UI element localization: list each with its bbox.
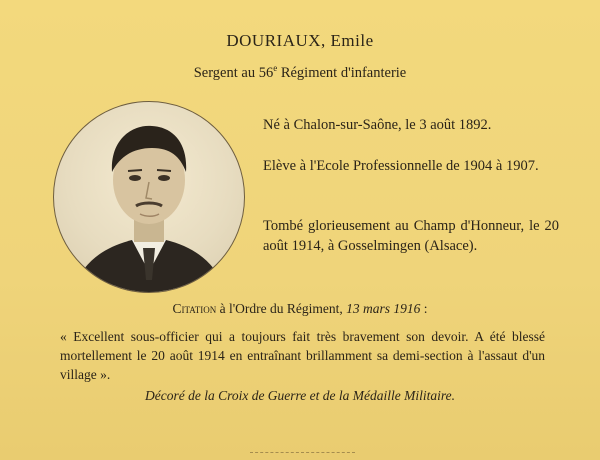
rank-prefix: Sergent au 56 [193,64,274,81]
rank-suffix: Régiment d'infanterie [277,64,407,81]
citation-heading-rest: à l'Ordre du Régiment, [216,301,347,316]
soldier-name-text: DOURIAUX, Emile [226,31,374,50]
death-text: Tombé glorieusement au Champ d'Honneur, le 20 août 1914, à Gosselmingen (Alsace). [263,218,559,254]
portrait-photo [53,101,245,293]
decoration-text: Décoré de la Croix de Guerre et de la Médaille Militaire. [144,388,456,403]
education-text: Elève à l'Ecole Professionnelle de 1904 à 1907. [263,158,539,174]
citation-quote: « Excellent sous-officier qui a toujours fait très bravement son devoir. A été blessé mortellement le 20 août 1914 en entraînant brillamment sa demi-section à l'assaut d'un village ». [60,329,545,382]
bottom-divider [250,452,355,453]
rank-sup: e [273,63,278,73]
rank-line [0,63,600,82]
portrait-illustration [54,102,244,292]
citation-date: 13 mars 1916 [346,301,421,316]
soldier-name [0,31,600,51]
citation-heading-label: Citation [172,301,217,316]
birth-text: Né à Chalon-sur-Saône, le 3 août 1892. [263,117,492,133]
citation-heading [0,301,600,317]
citation-colon: : [420,301,428,316]
